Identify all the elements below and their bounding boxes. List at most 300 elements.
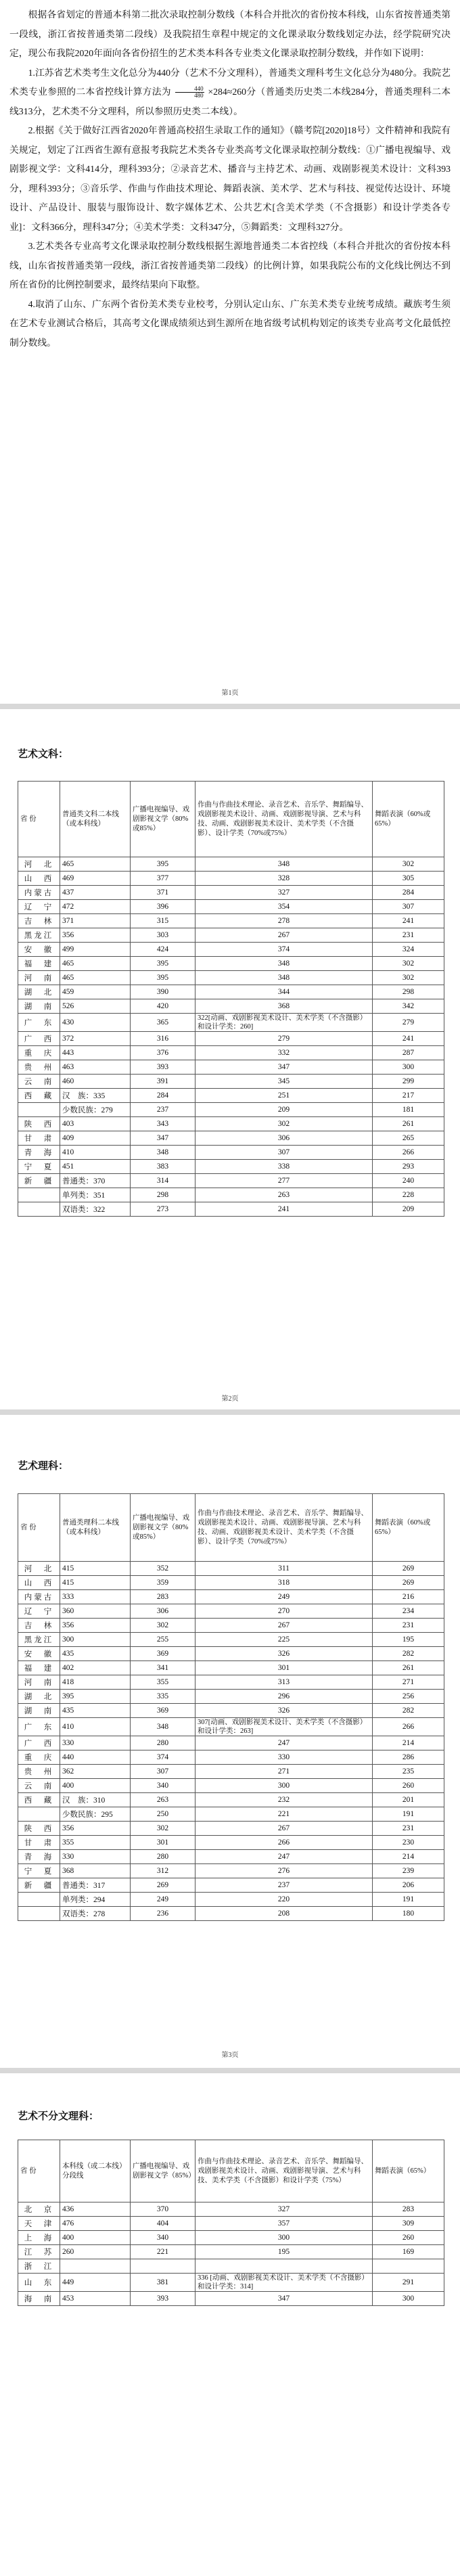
dance-score-cell: 269 — [373, 1562, 444, 1576]
province-cell: 河 北 — [18, 1562, 60, 1576]
arts-design-score-cell: 347 — [196, 2292, 373, 2306]
header-broadcast: 广播电视编导、戏剧影视文学（85%） — [131, 2140, 196, 2202]
arts-design-score-cell: 354 — [196, 900, 373, 914]
baseline-score-cell: 430 — [60, 1014, 131, 1032]
baseline-score-cell: 356 — [60, 1822, 131, 1836]
arts-design-score-cell: 271 — [196, 1765, 373, 1779]
dance-score-cell: 195 — [373, 1633, 444, 1647]
table-row — [18, 1590, 444, 1604]
dance-score-cell: 266 — [373, 1718, 444, 1736]
arts-design-score-cell: 278 — [196, 914, 373, 928]
broadcast-score-cell: 359 — [131, 1576, 196, 1590]
dance-score-cell: 269 — [373, 1576, 444, 1590]
baseline-score-cell: 472 — [60, 900, 131, 914]
table-row — [18, 900, 444, 914]
broadcast-score-cell: 298 — [131, 1188, 196, 1202]
broadcast-score-cell: 393 — [131, 1060, 196, 1075]
baseline-score-cell: 360 — [60, 1604, 131, 1619]
dance-score-cell: 302 — [373, 957, 444, 971]
dance-score-cell — [373, 2259, 444, 2274]
province-cell: 贵 州 — [18, 1765, 60, 1779]
arts-design-score-cell: 247 — [196, 1736, 373, 1750]
header-baseline: 本科线（或二本线）分段线 — [60, 2140, 131, 2202]
section-title-arts-science: 艺术理科： — [18, 1460, 69, 1472]
province-cell: 湖 北 — [18, 985, 60, 999]
province-cell: 云 南 — [18, 1075, 60, 1089]
broadcast-score-cell: 424 — [131, 943, 196, 957]
dance-score-cell: 282 — [373, 1704, 444, 1718]
province-cell: 广 东 — [18, 1718, 60, 1736]
page-number: 第1页 — [221, 690, 239, 697]
arts-design-score-cell: 208 — [196, 1907, 373, 1921]
broadcast-score-cell: 301 — [131, 1836, 196, 1850]
table-row — [18, 1075, 444, 1089]
province-cell: 湖 南 — [18, 1704, 60, 1718]
broadcast-score-cell: 302 — [131, 1619, 196, 1633]
dance-score-cell: 231 — [373, 928, 444, 943]
province-cell — [18, 1188, 60, 1202]
baseline-score-cell: 436 — [60, 2202, 131, 2217]
item-3-paragraph: 3.艺术类各专业高考文化课录取控制分数线根据生源地普通类二本省控线（本科合并批次的省份按本科线，山东省按普通类第一段线，浙江省按普通类第二段线）的比例计算，如果我院公布的文化线比例达不到所在省份的比例控制要求，最终结果向下取整。 — [9, 241, 451, 290]
table-row — [18, 1718, 444, 1736]
table-row — [18, 1647, 444, 1661]
broadcast-score-cell: 307 — [131, 1765, 196, 1779]
arts-design-score-cell: 241 — [196, 1202, 373, 1217]
table-row — [18, 2202, 444, 2217]
arts-design-score-cell: 326 — [196, 1647, 373, 1661]
item-4-paragraph: 4.取消了山东、广东两个省份美术类专业校考，分别认定山东、广东美术类专业统考成绩。藏族考生须在艺术专业测试合格后，其高考文化课成绩须达到生源所在地省级考试机构划定的该类专业高考文化最低控制分数线。 — [9, 298, 451, 348]
arts-design-score-cell: 306 — [196, 1131, 373, 1146]
dance-score-cell: 217 — [373, 1089, 444, 1103]
header-dance: 舞蹈表演（60%或65%） — [373, 1494, 444, 1562]
dance-score-cell: 240 — [373, 1174, 444, 1188]
broadcast-score-cell: 355 — [131, 1675, 196, 1690]
baseline-score-cell: 415 — [60, 1576, 131, 1590]
baseline-score-cell: 451 — [60, 1160, 131, 1174]
dance-score-cell: 181 — [373, 1103, 444, 1117]
table-row — [18, 2274, 444, 2292]
province-cell: 内蒙古 — [18, 886, 60, 900]
baseline-score-cell — [60, 2259, 131, 2274]
province-cell — [18, 1202, 60, 1217]
broadcast-score-cell: 383 — [131, 1160, 196, 1174]
broadcast-score-cell: 343 — [131, 1117, 196, 1131]
province-cell: 云 南 — [18, 1779, 60, 1793]
ratio-fraction — [175, 86, 204, 99]
dance-score-cell: 299 — [373, 1075, 444, 1089]
broadcast-score-cell: 347 — [131, 1131, 196, 1146]
arts-design-score-cell: 266 — [196, 1836, 373, 1850]
province-cell: 河 北 — [18, 857, 60, 872]
score-table-arts-unified — [18, 2140, 444, 2306]
broadcast-score-cell: 312 — [131, 1864, 196, 1878]
dance-score-cell: 239 — [373, 1864, 444, 1878]
page-3 — [0, 1415, 460, 2068]
arts-design-score-cell: 249 — [196, 1590, 373, 1604]
baseline-score-cell: 435 — [60, 1704, 131, 1718]
broadcast-score-cell: 404 — [131, 2217, 196, 2231]
province-cell: 山 西 — [18, 1576, 60, 1590]
table-row — [18, 1188, 444, 1202]
table-row — [18, 886, 444, 900]
broadcast-score-cell: 340 — [131, 1779, 196, 1793]
broadcast-score-cell: 369 — [131, 1704, 196, 1718]
province-cell: 广 东 — [18, 1014, 60, 1032]
province-cell: 陕 西 — [18, 1822, 60, 1836]
arts-design-score-cell: 209 — [196, 1103, 373, 1117]
table-row — [18, 1675, 444, 1690]
dance-score-cell: 324 — [373, 943, 444, 957]
baseline-score-cell: 少数民族：279 — [60, 1103, 131, 1117]
item-2-paragraph: 2.根据《关于做好江西省2020年普通高校招生录取工作的通知》（赣考院[2020]18号）文件精神和我院有关规定，划定了江西省生源有意报考我院艺术类各专业类高考文化课录取控制分数线：①广播电视编导、戏剧影视文学：文科414分，理科393分；②录音艺术、播音与主持艺术、动画、戏剧影视美术设计：文科393分，理科393分；③音乐学、作曲与作曲技术理论、舞蹈表演、美术学、艺术与科技、视觉传达设计、环境设计、产品设计、服装与服饰设计、数字媒体艺术、公共艺术[含美术学类（不含摄影）和设计学类各专业]：文科366分，理科347分；④美术学类：文科347分，⑤舞蹈类：文理科327分。 — [9, 125, 451, 232]
page-1 — [0, 0, 460, 704]
arts-design-score-cell: 348 — [196, 857, 373, 872]
table-row — [18, 1060, 444, 1075]
baseline-score-cell: 普通类：317 — [60, 1878, 131, 1893]
table-row — [18, 1202, 444, 1217]
baseline-score-cell: 449 — [60, 2274, 131, 2292]
province-cell — [18, 1893, 60, 1907]
baseline-score-cell: 459 — [60, 985, 131, 999]
broadcast-score-cell: 348 — [131, 1146, 196, 1160]
table-row — [18, 1014, 444, 1032]
dance-score-cell: 291 — [373, 2274, 444, 2292]
table-row — [18, 1864, 444, 1878]
table-row — [18, 1032, 444, 1046]
arts-design-score-cell: 327 — [196, 2202, 373, 2217]
dance-score-cell: 266 — [373, 1146, 444, 1160]
table-row — [18, 1807, 444, 1822]
table-row — [18, 1046, 444, 1060]
baseline-score-cell: 单列类：294 — [60, 1893, 131, 1907]
arts-design-score-cell: 307[动画、戏剧影视美术设计、美术学类（不含摄影）和设计学类：263] — [196, 1718, 373, 1736]
dance-score-cell: 241 — [373, 914, 444, 928]
table-row — [18, 1793, 444, 1807]
table-row — [18, 1604, 444, 1619]
baseline-score-cell: 362 — [60, 1765, 131, 1779]
arts-design-score-cell: 251 — [196, 1089, 373, 1103]
baseline-score-cell: 437 — [60, 886, 131, 900]
dance-score-cell: 300 — [373, 1060, 444, 1075]
table-row — [18, 2217, 444, 2231]
broadcast-score-cell: 280 — [131, 1736, 196, 1750]
dance-score-cell: 216 — [373, 1590, 444, 1604]
table-row — [18, 872, 444, 886]
table-row — [18, 1779, 444, 1793]
table-row — [18, 1117, 444, 1131]
dance-score-cell: 214 — [373, 1736, 444, 1750]
arts-design-score-cell: 357 — [196, 2217, 373, 2231]
table-row — [18, 1619, 444, 1633]
arts-design-score-cell: 247 — [196, 1850, 373, 1864]
dance-score-cell: 191 — [373, 1893, 444, 1907]
dance-score-cell: 231 — [373, 1822, 444, 1836]
header-arts-design: 作曲与作曲技术理论、录音艺术、音乐学、舞蹈编导、戏剧影视美术设计、动画、戏剧影视导演、艺术与科技、动画、戏剧影视美术设计、美术学类（不含摄影）、设计学类（70%或75%） — [196, 1494, 373, 1562]
broadcast-score-cell: 236 — [131, 1907, 196, 1921]
province-cell: 广 西 — [18, 1032, 60, 1046]
dance-score-cell: 309 — [373, 2217, 444, 2231]
broadcast-score-cell: 371 — [131, 886, 196, 900]
province-cell: 西 藏 — [18, 1793, 60, 1807]
arts-design-score-cell: 302 — [196, 1117, 373, 1131]
section-title-arts-liberal: 艺术文科： — [18, 748, 69, 760]
province-cell: 湖 南 — [18, 999, 60, 1014]
table-row — [18, 2292, 444, 2306]
broadcast-score-cell: 221 — [131, 2245, 196, 2259]
province-cell: 辽 宁 — [18, 1604, 60, 1619]
table-row — [18, 1089, 444, 1103]
arts-design-score-cell: 195 — [196, 2245, 373, 2259]
province-cell: 新 疆 — [18, 1878, 60, 1893]
baseline-score-cell: 460 — [60, 1075, 131, 1089]
broadcast-score-cell: 396 — [131, 900, 196, 914]
arts-design-score-cell: 344 — [196, 985, 373, 999]
dance-score-cell: 241 — [373, 1032, 444, 1046]
table-row — [18, 943, 444, 957]
broadcast-score-cell: 284 — [131, 1089, 196, 1103]
dance-score-cell: 298 — [373, 985, 444, 999]
page-2 — [0, 709, 460, 1409]
arts-design-score-cell: 330 — [196, 1750, 373, 1765]
dance-score-cell: 283 — [373, 2202, 444, 2217]
table-row — [18, 1893, 444, 1907]
score-table-arts-science — [18, 1493, 444, 1921]
broadcast-score-cell: 314 — [131, 1174, 196, 1188]
section-title-arts-unified: 艺术不分文理科： — [18, 2110, 99, 2122]
dance-score-cell: 260 — [373, 1779, 444, 1793]
item-1-text-a: 1.江苏省艺术类考生文化总分为440分（艺术不分文理科），普通类文理科考生文化总分为480分。我院艺术类专业参照的二本省控线计算方法为 — [9, 67, 451, 97]
baseline-score-cell: 330 — [60, 1850, 131, 1864]
arts-design-score-cell: 277 — [196, 1174, 373, 1188]
baseline-score-cell: 499 — [60, 943, 131, 957]
baseline-score-cell: 395 — [60, 1690, 131, 1704]
table-row — [18, 1160, 444, 1174]
province-cell: 青 海 — [18, 1146, 60, 1160]
baseline-score-cell: 双语类：322 — [60, 1202, 131, 1217]
province-cell: 吉 林 — [18, 1619, 60, 1633]
baseline-score-cell: 368 — [60, 1864, 131, 1878]
broadcast-score-cell: 370 — [131, 2202, 196, 2217]
broadcast-score-cell: 381 — [131, 2274, 196, 2292]
dance-score-cell: 261 — [373, 1117, 444, 1131]
table-row — [18, 1822, 444, 1836]
dance-score-cell: 180 — [373, 1907, 444, 1921]
page-4 — [0, 2073, 460, 2576]
arts-design-score-cell: 263 — [196, 1188, 373, 1202]
baseline-score-cell: 463 — [60, 1060, 131, 1075]
arts-design-score-cell: 348 — [196, 971, 373, 985]
province-cell: 河 南 — [18, 1675, 60, 1690]
arts-design-score-cell: 225 — [196, 1633, 373, 1647]
arts-design-score-cell: 345 — [196, 1075, 373, 1089]
table-row — [18, 2259, 444, 2274]
table-row — [18, 1131, 444, 1146]
broadcast-score-cell: 352 — [131, 1562, 196, 1576]
baseline-score-cell: 418 — [60, 1675, 131, 1690]
province-cell: 甘 肃 — [18, 1836, 60, 1850]
dance-score-cell: 305 — [373, 872, 444, 886]
fraction-numerator: 440 — [175, 86, 204, 93]
broadcast-score-cell: 348 — [131, 1718, 196, 1736]
baseline-score-cell: 410 — [60, 1718, 131, 1736]
province-cell: 福 建 — [18, 1661, 60, 1675]
table-row — [18, 1878, 444, 1893]
broadcast-score-cell: 391 — [131, 1075, 196, 1089]
dance-score-cell: 265 — [373, 1131, 444, 1146]
arts-design-score-cell: 267 — [196, 928, 373, 943]
table-row — [18, 857, 444, 872]
baseline-score-cell: 356 — [60, 1619, 131, 1633]
table-row — [18, 1836, 444, 1850]
broadcast-score-cell: 237 — [131, 1103, 196, 1117]
arts-design-score-cell: 300 — [196, 2231, 373, 2245]
broadcast-score-cell: 315 — [131, 914, 196, 928]
province-cell: 广 西 — [18, 1736, 60, 1750]
dance-score-cell: 342 — [373, 999, 444, 1014]
header-province: 省 份 — [18, 1494, 60, 1562]
broadcast-score-cell: 302 — [131, 1822, 196, 1836]
arts-design-score-cell: 267 — [196, 1619, 373, 1633]
arts-design-score-cell: 220 — [196, 1893, 373, 1907]
baseline-score-cell: 469 — [60, 872, 131, 886]
baseline-score-cell: 453 — [60, 2292, 131, 2306]
broadcast-score-cell: 374 — [131, 1750, 196, 1765]
header-baseline: 普通类文科二本线（或本科线） — [60, 782, 131, 857]
province-cell: 陕 西 — [18, 1117, 60, 1131]
baseline-score-cell: 汉 族：335 — [60, 1089, 131, 1103]
header-broadcast: 广播电视编导、戏剧影视文学（80%或85%） — [131, 1494, 196, 1562]
broadcast-score-cell: 283 — [131, 1590, 196, 1604]
dance-score-cell: 287 — [373, 1046, 444, 1060]
broadcast-score-cell: 263 — [131, 1793, 196, 1807]
province-cell: 新 疆 — [18, 1174, 60, 1188]
table-row — [18, 1750, 444, 1765]
province-cell: 内蒙古 — [18, 1590, 60, 1604]
header-province: 省 份 — [18, 2140, 60, 2202]
table-row — [18, 957, 444, 971]
broadcast-score-cell: 395 — [131, 857, 196, 872]
baseline-score-cell: 400 — [60, 1779, 131, 1793]
arts-design-score-cell: 301 — [196, 1661, 373, 1675]
broadcast-score-cell: 341 — [131, 1661, 196, 1675]
table-row — [18, 1174, 444, 1188]
table-row — [18, 1690, 444, 1704]
broadcast-score-cell: 306 — [131, 1604, 196, 1619]
header-broadcast: 广播电视编导、戏剧影视文学（80%或85%） — [131, 782, 196, 857]
baseline-score-cell: 汉 族：310 — [60, 1793, 131, 1807]
baseline-score-cell: 409 — [60, 1131, 131, 1146]
province-cell: 贵 州 — [18, 1060, 60, 1075]
dance-score-cell: 260 — [373, 2231, 444, 2245]
province-cell: 甘 肃 — [18, 1131, 60, 1146]
arts-design-score-cell: 332 — [196, 1046, 373, 1060]
arts-design-score-cell: 328 — [196, 872, 373, 886]
dance-score-cell: 271 — [373, 1675, 444, 1690]
dance-score-cell: 228 — [373, 1188, 444, 1202]
table-row — [18, 971, 444, 985]
province-cell: 西 藏 — [18, 1089, 60, 1103]
baseline-score-cell: 371 — [60, 914, 131, 928]
item-1-text-b: ×284≈260分（普通类历史类二本线284分，普通类理科二本线313分，艺术类不分文理科，所以参照历史类二本线）。 — [9, 87, 451, 116]
page-number: 第2页 — [221, 1395, 239, 1403]
dance-score-cell: 284 — [373, 886, 444, 900]
table-row — [18, 999, 444, 1014]
dance-score-cell: 230 — [373, 1836, 444, 1850]
broadcast-score-cell: 255 — [131, 1633, 196, 1647]
baseline-score-cell: 410 — [60, 1146, 131, 1160]
province-cell: 上 海 — [18, 2231, 60, 2245]
baseline-score-cell: 356 — [60, 928, 131, 943]
arts-design-score-cell: 348 — [196, 957, 373, 971]
table-row — [18, 1576, 444, 1590]
intro-paragraph: 根据各省划定的普通本科第二批次录取控制分数线（本科合并批次的省份按本科线，山东省按普通类第一段线，浙江省按普通类第二段线）及我院招生章程中规定的文化课录取分数线划定办法，经学院研究决定，现公布我院2020年面向各省份招生的艺术类本科各专业类文化课录取控制分数线，并作如下说明： — [9, 9, 451, 58]
dance-score-cell: 279 — [373, 1014, 444, 1032]
baseline-score-cell: 300 — [60, 1633, 131, 1647]
broadcast-score-cell: 273 — [131, 1202, 196, 1217]
table-row — [18, 928, 444, 943]
province-cell: 重 庆 — [18, 1750, 60, 1765]
table-row — [18, 914, 444, 928]
arts-design-score-cell: 221 — [196, 1807, 373, 1822]
broadcast-score-cell: 390 — [131, 985, 196, 999]
province-cell: 黑龙江 — [18, 928, 60, 943]
province-cell: 宁 夏 — [18, 1160, 60, 1174]
arts-design-score-cell: 296 — [196, 1690, 373, 1704]
dance-score-cell: 169 — [373, 2245, 444, 2259]
province-cell: 浙 江 — [18, 2259, 60, 2274]
table-row — [18, 1562, 444, 1576]
broadcast-score-cell: 395 — [131, 957, 196, 971]
baseline-score-cell: 435 — [60, 1647, 131, 1661]
baseline-score-cell: 465 — [60, 971, 131, 985]
baseline-score-cell: 330 — [60, 1736, 131, 1750]
table-row — [18, 2245, 444, 2259]
table-row — [18, 1704, 444, 1718]
dance-score-cell: 214 — [373, 1850, 444, 1864]
province-cell: 天 津 — [18, 2217, 60, 2231]
broadcast-score-cell: 340 — [131, 2231, 196, 2245]
dance-score-cell: 261 — [373, 1661, 444, 1675]
dance-score-cell: 206 — [373, 1878, 444, 1893]
broadcast-score-cell: 420 — [131, 999, 196, 1014]
province-cell: 安 徽 — [18, 1647, 60, 1661]
arts-design-score-cell: 338 — [196, 1160, 373, 1174]
header-baseline: 普通类理科二本线（或本科线） — [60, 1494, 131, 1562]
province-cell: 河 南 — [18, 971, 60, 985]
baseline-score-cell: 402 — [60, 1661, 131, 1675]
broadcast-score-cell: 377 — [131, 872, 196, 886]
dance-score-cell: 234 — [373, 1604, 444, 1619]
header-arts-design: 作曲与作曲技术理论、录音艺术、音乐学、舞蹈编导、戏剧影视美术设计、动画、戏剧影视导演、艺术与科技、美术学类（不含摄影）和设计学类（75%） — [196, 2140, 373, 2202]
dance-score-cell: 231 — [373, 1619, 444, 1633]
arts-design-score-cell: 327 — [196, 886, 373, 900]
arts-design-score-cell: 336 [动画、戏剧影视美术设计、美术学类（不含摄影）和设计学类：314] — [196, 2274, 373, 2292]
dance-score-cell: 300 — [373, 2292, 444, 2306]
province-cell: 安 徽 — [18, 943, 60, 957]
province-cell: 湖 北 — [18, 1690, 60, 1704]
table-row — [18, 1103, 444, 1117]
dance-score-cell: 293 — [373, 1160, 444, 1174]
table-row — [18, 1850, 444, 1864]
baseline-score-cell: 465 — [60, 957, 131, 971]
broadcast-score-cell: 335 — [131, 1690, 196, 1704]
province-cell: 重 庆 — [18, 1046, 60, 1060]
dance-score-cell: 201 — [373, 1793, 444, 1807]
dance-score-cell: 286 — [373, 1750, 444, 1765]
arts-design-score-cell: 232 — [196, 1793, 373, 1807]
baseline-score-cell: 双语类：278 — [60, 1907, 131, 1921]
province-cell: 江 苏 — [18, 2245, 60, 2259]
